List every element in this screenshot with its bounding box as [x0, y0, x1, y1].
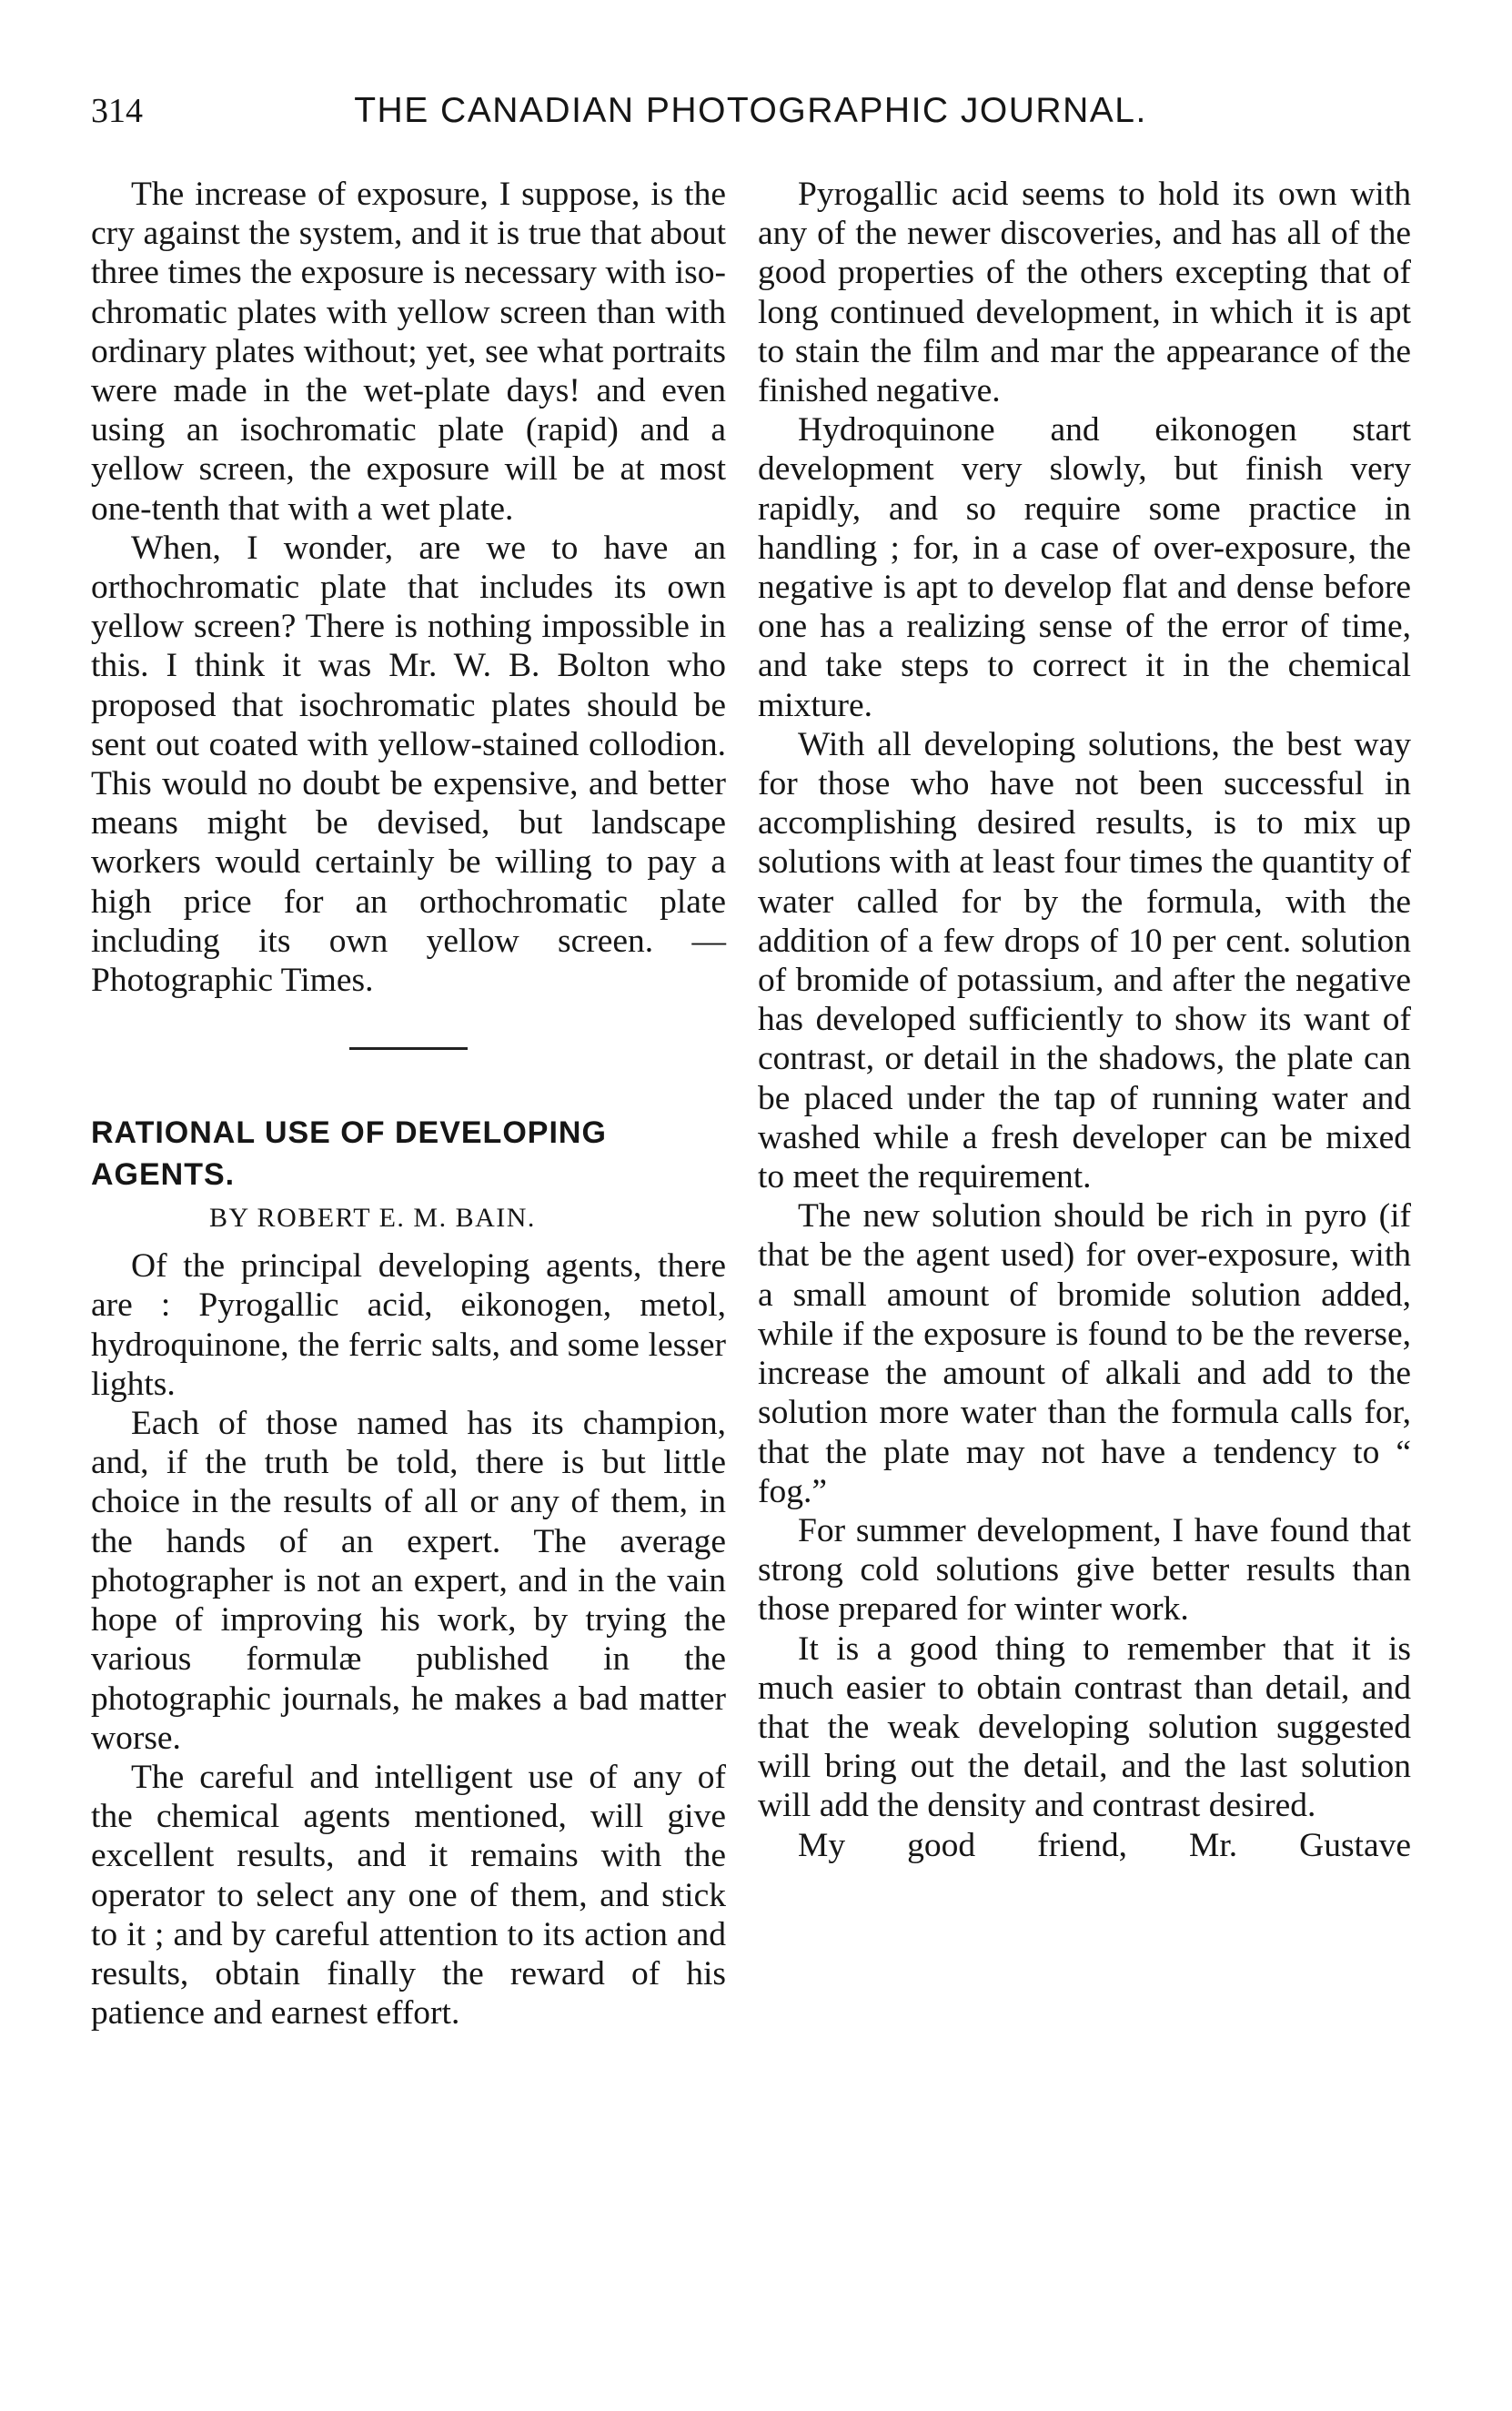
paragraph: Hydroquinone and eikonogen start development very slowly, but finish very rapidly, and so require some practice in handling ; for, in a case of over-exposure, the negative is apt to develop flat and dense before one has a realizing sense of the error of time, and take steps to correct it in the chemical mixture. [758, 411, 1411, 724]
section-divider [349, 1047, 468, 1050]
paragraph: The careful and intelligent use of any of the chemical agents mentioned, will give excellent results, and it remains with the operator to select any one of them, and stick to it ; and by careful attention to its action and results, obtain finally the reward of his patience and earnest effort. [91, 1758, 726, 2033]
paragraph: When, I wonder, are we to have an orthochromatic plate that includes its own yellow screen? There is nothing impossible in this. I think it was Mr. W. B. Bolton who proposed that isochromatic plates should be sent out coated with yellow-stained collodion. This would no doubt be expensive, and better means might be devised, but landscape workers would certainly be willing to pay a high price for an orthochromatic plate including its own yellow screen. — Photographic Times. [91, 529, 726, 1000]
paragraph: It is a good thing to remember that it is much easier to obtain contrast than detail, and that the weak developing solution suggested will bring out the detail, and the last solution will add the density and contrast desired. [758, 1629, 1411, 1825]
paragraph: The increase of exposure, I suppose, is the cry against the system, and it is true that about three times the exposure is necessary with isochromatic plates with yellow screen than with ordinary plates without; yet, see what portraits were made in the wet-plate days! and even using an isochromatic plate (rapid) and a yellow screen, the exposure will be at most one-tenth that with a wet plate. [91, 176, 726, 528]
paragraph: Of the principal developing agents, there are : Pyrogallic acid, eikonogen, metol, hydroquinone, the ferric salts, and some lesser lights. [91, 1247, 726, 1403]
left-column [91, 175, 726, 2033]
article-byline: BY ROBERT E. M. BAIN. [209, 1203, 536, 1234]
paragraph: With all developing solutions, the best way for those who have not been successful in accomplishing desired results, is to mix up solutions with at least four times the quantity of water called for by the formula, with the addition of a few drops of 10 per cent. solution of bromide of potassium, and after the negative has developed sufficiently to show its want of contrast, or detail in the shadows, the plate can be placed under the tap of running water and washed while a fresh developer can be mixed to meet the requirement. [758, 725, 1411, 1196]
paragraph: Pyrogallic acid seems to hold its own with any of the newer discoveries, and has all of the good properties of the others excepting that of long continued development, in which it is apt to stain the film and mar the appearance of the finished negative. [758, 176, 1411, 410]
article-heading: RATIONAL USE OF DEVELOPING AGENTS. [91, 1115, 607, 1193]
running-head [91, 91, 1410, 146]
page-number: 314 [91, 92, 143, 130]
right-column [758, 175, 1411, 1865]
paragraph-continued: My good friend, Mr. Gustave [798, 1826, 1411, 1864]
journal-title: THE CANADIAN PHOTOGRAPHIC JOURNAL. [354, 91, 1147, 130]
paragraph: For summer development, I have found that strong cold solutions give better results than those prepared for winter work. [758, 1511, 1411, 1629]
paragraph: The new solution should be rich in pyro (if that be the agent used) for over-exposure, with a small amount of bromide solution added, while if the exposure is found to be the reverse, increase the amount of alkali and add to the solution more water than the formula calls for, that the plate may not have a tendency to “ fog.” [758, 1197, 1411, 1510]
paragraph: Each of those named has its champion, and, if the truth be told, there is but little choice in the results of all or any of them, in the hands of an expert. The average photographer is not an expert, and in the vain hope of improving his work, by trying the various formulæ published in the photographic journals, he makes a bad matter worse. [91, 1405, 726, 1757]
